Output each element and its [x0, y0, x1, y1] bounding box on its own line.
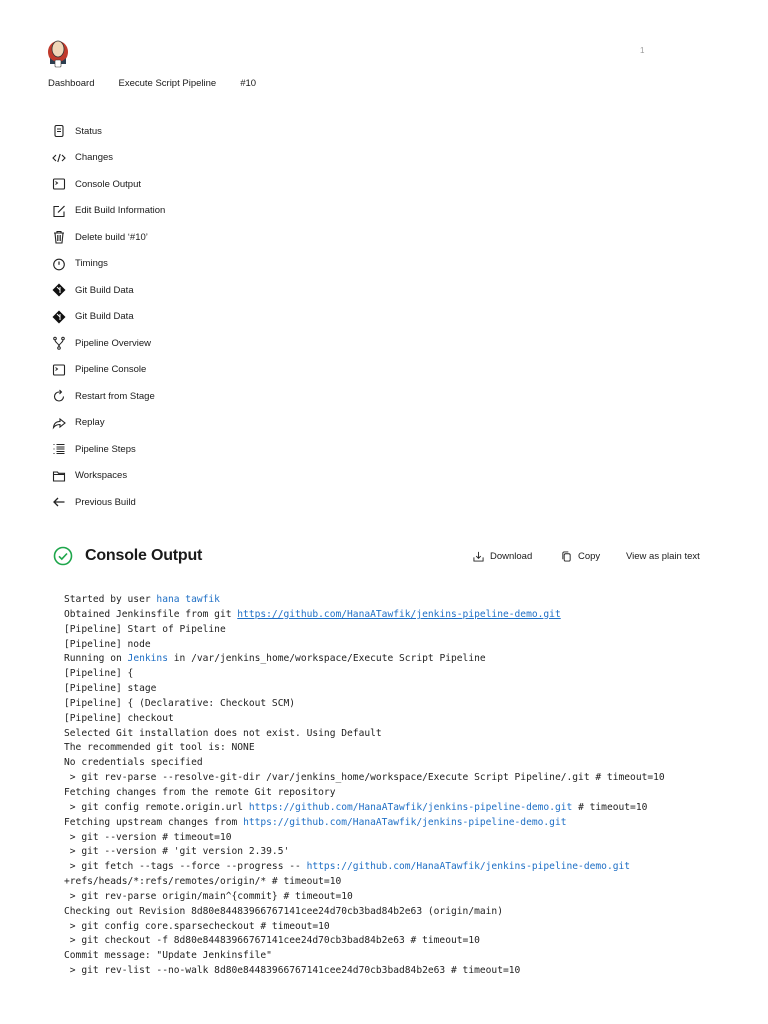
console-text: > git fetch --tags --force --progress --	[64, 861, 307, 873]
git-icon	[52, 310, 66, 324]
view-plain-text-label: View as plain text	[626, 551, 700, 562]
console-line	[64, 816, 665, 831]
download-icon	[473, 551, 484, 562]
console-text: The recommended git tool is: NONE	[64, 742, 255, 754]
sidebar-item-label: Edit Build Information	[75, 205, 166, 217]
console-line	[64, 638, 665, 653]
console-link[interactable]: https://github.com/HanaATawfik/jenkins-pipeline-demo.git	[306, 861, 631, 873]
console-text: in /var/jenkins_home/workspace/Execute Script Pipeline	[167, 653, 486, 665]
sidebar-item-pipeline-console[interactable]	[52, 357, 165, 384]
console-text: [Pipeline] stage	[64, 683, 157, 695]
sidebar-item-delete-build-10[interactable]	[52, 224, 165, 251]
console-link[interactable]: Jenkins	[127, 653, 168, 665]
console-text: Commit message: "Update Jenkinsfile"	[64, 950, 272, 962]
status-icon	[52, 124, 66, 138]
breadcrumb-dashboard[interactable]: Dashboard	[48, 78, 95, 89]
console-line	[64, 771, 665, 786]
console-text: Started by user	[64, 594, 157, 605]
edit-icon	[52, 204, 66, 218]
sidebar-item-label: Delete build ‘#10’	[75, 231, 148, 243]
console-line	[64, 682, 665, 697]
console-line	[64, 712, 665, 727]
sidebar-item-console-output[interactable]	[52, 171, 165, 198]
sidebar-item-pipeline-steps[interactable]	[52, 436, 165, 463]
console-link[interactable]: https://github.com/HanaATawfik/jenkins-pipeline-demo.git	[237, 608, 561, 620]
console-line	[64, 949, 665, 964]
console-text: [Pipeline] checkout	[64, 712, 174, 724]
console-text: [Pipeline] node	[64, 638, 151, 650]
console-text: Fetching upstream changes from	[64, 816, 244, 828]
branch-icon	[52, 336, 66, 350]
console-text: Fetching changes from the remote Git repository	[64, 786, 336, 798]
copy-label: Copy	[578, 551, 601, 562]
console-link[interactable]: https://github.com/HanaATawfik/jenkins-pipeline-demo.git	[248, 801, 573, 813]
code-icon	[52, 151, 66, 165]
console-line	[64, 905, 665, 920]
sidebar	[52, 118, 165, 516]
success-check-icon	[53, 546, 73, 566]
console-line	[64, 801, 665, 816]
sidebar-item-label: Git Build Data	[75, 284, 134, 296]
console-line	[64, 727, 665, 742]
console-line	[64, 667, 665, 682]
console-line	[64, 964, 665, 979]
console-header	[53, 546, 202, 566]
sidebar-item-edit-build-information[interactable]	[52, 198, 165, 225]
copy-icon	[561, 551, 572, 562]
sidebar-item-git-build-data[interactable]	[52, 304, 165, 331]
jenkins-logo[interactable]	[46, 38, 70, 68]
console-text: [Pipeline] { (Declarative: Checkout SCM)	[64, 697, 296, 709]
sidebar-item-label: Replay	[75, 417, 105, 429]
console-text: # timeout=10	[572, 801, 648, 813]
console-line	[64, 934, 665, 949]
console-line	[64, 860, 665, 875]
console-link[interactable]: hana tawfik	[156, 594, 220, 605]
folder-icon	[52, 469, 66, 483]
sidebar-item-label: Pipeline Console	[75, 364, 147, 376]
view-plain-text-link[interactable]	[626, 551, 700, 562]
replay-icon	[52, 416, 66, 430]
sidebar-item-label: Restart from Stage	[75, 390, 155, 402]
sidebar-item-git-build-data[interactable]	[52, 277, 165, 304]
console-line	[64, 593, 665, 608]
breadcrumb-build[interactable]: #10	[240, 78, 257, 89]
sidebar-item-label: Status	[75, 125, 102, 137]
page-title: Console Output	[85, 547, 203, 564]
console-text: Running on	[64, 653, 128, 665]
sidebar-item-workspaces[interactable]	[52, 463, 165, 490]
sidebar-item-changes[interactable]	[52, 145, 165, 172]
console-text: > git config remote.origin.url	[64, 801, 249, 813]
download-button[interactable]	[473, 551, 532, 562]
sidebar-item-timings[interactable]	[52, 251, 165, 278]
console-text: > git rev-parse --resolve-git-dir /var/jenkins_home/workspace/Execute Script Pipeline/.git # timeout=10	[64, 772, 665, 784]
restart-icon	[52, 389, 66, 403]
console-line	[64, 741, 665, 756]
console-line	[64, 652, 665, 667]
sidebar-item-label: Changes	[75, 152, 114, 164]
sidebar-item-label: Git Build Data	[75, 311, 134, 323]
console-text: > git rev-parse origin/main^{commit} # timeout=10	[64, 890, 353, 902]
breadcrumb	[48, 78, 280, 89]
console-text: [Pipeline] Start of Pipeline	[64, 623, 226, 635]
download-label: Download	[490, 551, 533, 562]
console-line	[64, 756, 665, 771]
console-line	[64, 845, 665, 860]
sidebar-item-label: Pipeline Overview	[75, 337, 152, 349]
console-text: > git rev-list --no-walk 8d80e84483966767141cee24d70cb3bad84b2e63 # timeout=10	[64, 965, 521, 977]
git-icon	[52, 283, 66, 297]
sidebar-item-status[interactable]	[52, 118, 165, 145]
console-line	[64, 608, 665, 623]
console-text: > git --version # 'git version 2.39.5'	[64, 846, 290, 858]
terminal-icon	[52, 363, 66, 377]
console-text: > git checkout -f 8d80e84483966767141cee24d70cb3bad84b2e63 # timeout=10	[64, 935, 480, 947]
console-text: > git --version # timeout=10	[64, 831, 232, 843]
console-line	[64, 623, 665, 638]
console-link[interactable]: https://github.com/HanaATawfik/jenkins-pipeline-demo.git	[243, 816, 567, 828]
timer-icon	[52, 257, 66, 271]
breadcrumb-job[interactable]: Execute Script Pipeline	[118, 78, 217, 89]
copy-button[interactable]	[561, 551, 600, 562]
console-line	[64, 890, 665, 905]
sidebar-item-label: Timings	[75, 258, 108, 270]
page-number: 1	[640, 46, 645, 55]
trash-icon	[52, 230, 66, 244]
list-icon	[52, 442, 66, 456]
console-text: Checking out Revision 8d80e84483966767141cee24d70cb3bad84b2e63 (origin/main)	[64, 905, 503, 917]
console-line	[64, 697, 665, 712]
sidebar-item-restart-from-stage[interactable]	[52, 383, 165, 410]
console-output	[64, 593, 665, 979]
sidebar-item-label: Previous Build	[75, 496, 136, 508]
console-text: [Pipeline] {	[64, 668, 134, 680]
console-text: Obtained Jenkinsfile from git	[64, 608, 238, 620]
sidebar-item-label: Workspaces	[75, 470, 128, 482]
sidebar-item-label: Pipeline Steps	[75, 443, 136, 455]
terminal-icon	[52, 177, 66, 191]
console-text: No credentials specified	[64, 757, 203, 769]
console-line	[64, 920, 665, 935]
sidebar-item-previous-build[interactable]	[52, 489, 165, 516]
sidebar-item-replay[interactable]	[52, 410, 165, 437]
arrow-left-icon	[52, 495, 66, 509]
sidebar-item-label: Console Output	[75, 178, 142, 190]
console-text: Selected Git installation does not exist. Using Default	[64, 727, 382, 739]
console-line	[64, 786, 665, 801]
sidebar-item-pipeline-overview[interactable]	[52, 330, 165, 357]
console-text: +refs/heads/*:refs/remotes/origin/* # timeout=10	[64, 876, 342, 888]
console-line	[64, 875, 665, 890]
console-text: > git config core.sparsecheckout # timeout=10	[64, 920, 330, 932]
console-line	[64, 831, 665, 846]
